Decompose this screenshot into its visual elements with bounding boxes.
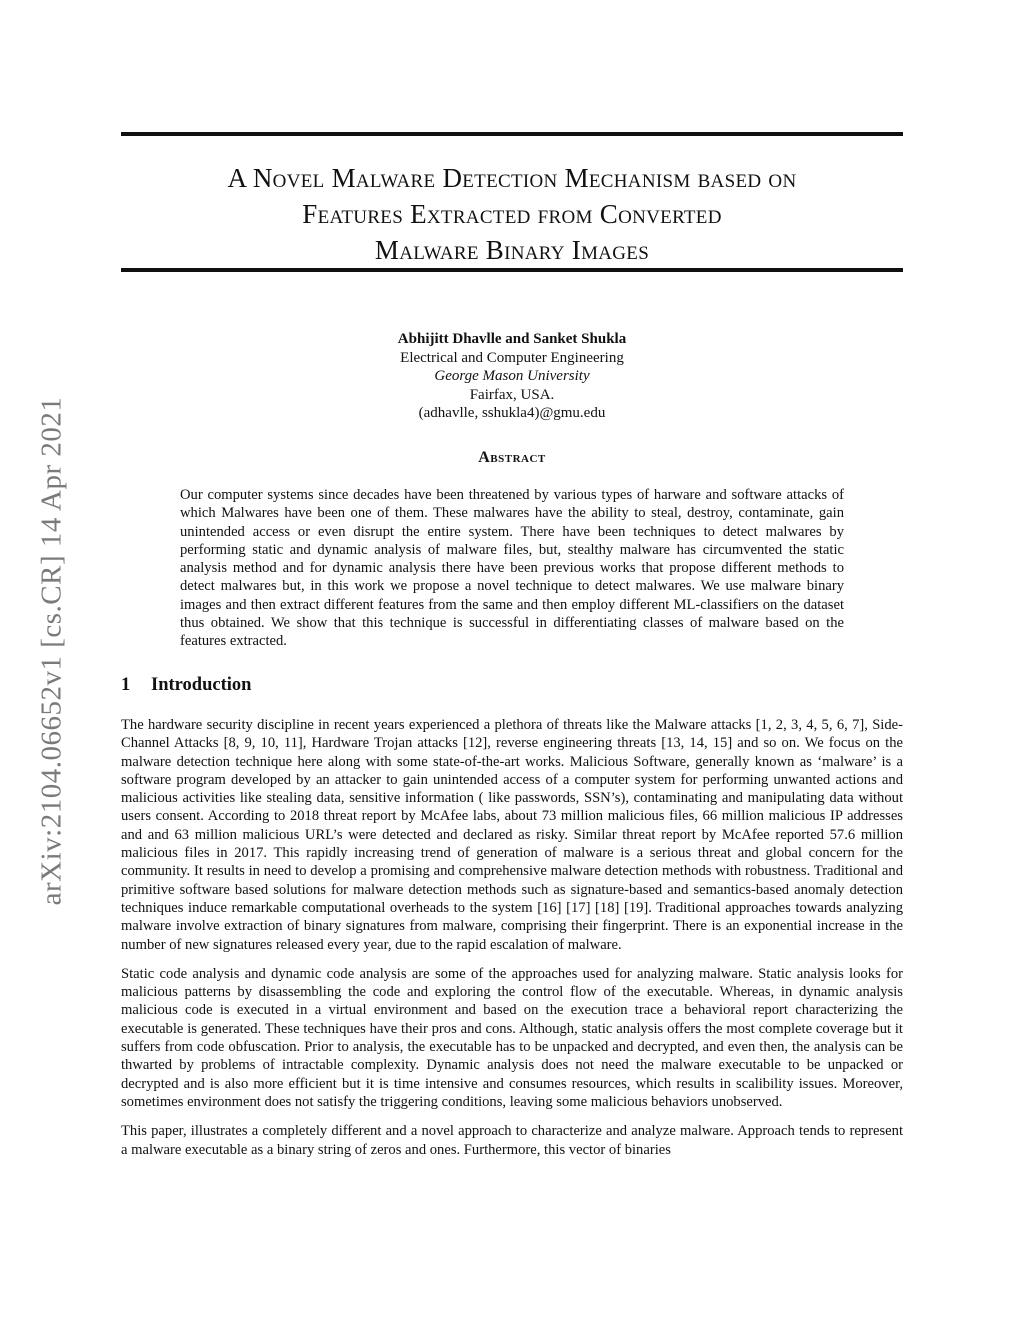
- title-bottom-rule: [121, 268, 903, 272]
- author-university: George Mason University: [434, 368, 590, 384]
- paragraph: This paper, illustrates a completely different and a novel approach to characterize and analyze malware. Approach tends to represent a malware executable as a binary string of zeros and ones. Furthermore, this vector of binaries: [121, 1123, 903, 1158]
- author-names: Abhijitt Dhavlle and Sanket Shukla: [397, 331, 627, 347]
- introduction-body: [121, 716, 903, 1170]
- section-heading-introduction: [121, 675, 251, 696]
- section-title: Introduction: [151, 675, 252, 695]
- author-department: Electrical and Computer Engineering: [400, 349, 624, 366]
- abstract-text: Our computer systems since decades have been threatened by various types of harware and software attacks of which Malwares have been one of them. These malwares have the ability to steal, destroy, contaminate, gain unintended access or even disrupt the entire system. There have been techniques to detect malwares by performing static and dynamic analysis of malware files, but, stealthy malware has circumvented the static analysis method and for dynamic analysis there have been previous works that propose different methods to detect malwares but, in this work we propose a novel technique to detect malwares. We use malware binary images and then extract different features from the same and then employ different ML-classifiers on the dataset thus obtained. We show that this technique is successful in differentiating classes of malware based on the features extracted.: [180, 487, 844, 650]
- author-location: Fairfax, USA.: [469, 386, 555, 403]
- paper-title: [121, 160, 903, 268]
- paragraph: Static code analysis and dynamic code analysis are some of the approaches used for analyzing malware. Static analysis looks for malicious patterns by disassembling the code and exploring the control flow of the executable. Whereas, in dynamic analysis malicious code is executed in a virtual environment and based on the execution trace a behavioral report characterizing the executable is generated. These techniques have their pros and cons. Although, static analysis offers the most complete coverage but it suffers from code obfuscation. Prior to analysis, the executable has to be unpacked and decrypted, and even then, the analysis can be thwarted by problems of intractable complexity. Dynamic analysis does not need the malware executable to be unpacked or decrypted and is also more efficient but it is time intensive and consumes resources, which results in scalibility issues. Moreover, sometimes environment does not satisfy the triggering conditions, leaving some malicious behaviors unobserved.: [121, 965, 903, 1110]
- title-line-1: A Novel Malware Detection Mechanism based on: [227, 163, 797, 193]
- author-emails: (adhavlle, sshukla4)@gmu.edu: [418, 405, 606, 421]
- paragraph: The hardware security discipline in recent years experienced a plethora of threats like the Malware attacks [1, 2, 3, 4, 5, 6, 7], Side-Channel Attacks [8, 9, 10, 11], Hardware Trojan attacks [12], reverse engineering threats [13, 14, 15] and so on. We focus on the malware detection technique here along with some state-of-the-art works. Malicious Software, generally known as ‘malware’ is a software program developed by an attacker to gain unintended access of a computer system for performing unwanted actions and malicious activities like stealing data, sensitive information ( like passwords, SSN’s), contaminating and manipulating data without users consent. According to 2018 threat report by McAfee labs, about 73 million malicious files, 66 million malicious IP addresses and and 63 million malicious URL’s were detected and declared as risky. Similar threat report by McAfee reported 57.6 million malicious files in 2017. This rapidly increasing trend of generation of malware is a serious threat and global concern for the community. It results in need to develop a promising and comprehensive malware detection methods with robustness. Traditional and primitive software based solutions for malware detection methods such as signature-based and semantics-based anomaly detection techniques induce remarkable computational overheads to the system [16] [17] [18] [19]. Traditional approaches towards analyzing malware involve extraction of binary signatures from malware, comprising their fingerprint. There is an exponential increase in the number of new signatures released every year, due to the rapid escalation of malware.: [121, 717, 903, 953]
- title-top-rule: [121, 132, 903, 136]
- section-number: 1: [121, 675, 131, 695]
- title-line-2: Features Extracted from Converted: [302, 199, 722, 229]
- title-line-3: Malware Binary Images: [374, 235, 650, 265]
- abstract-heading: Abstract: [478, 449, 546, 466]
- arxiv-identifier-stamp: arXiv:2104.06652v1 [cs.CR] 14 Apr 2021: [35, 396, 68, 906]
- author-block: [121, 330, 903, 423]
